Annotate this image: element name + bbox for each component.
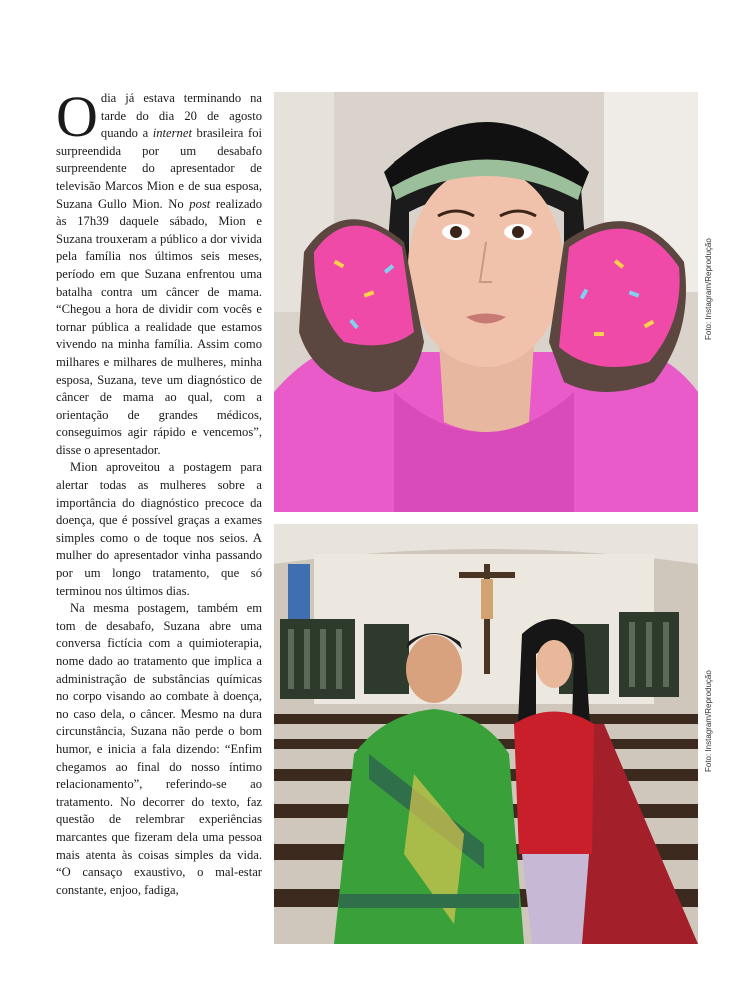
- p1-text-c: realizado às 17h39 daquele sábado, Mion e Suzana trouxeram a público a dor vivida pela família nos últimos seis meses, período em que Suzana enfrentou uma batalha contra um câncer de mama. “Chegou a hora de dividir com vocês e tornar pública a realidade que estamos vivendo na minha família. Assim como milhares e milhares de mulheres, minha esposa, Suzana, teve um diagnóstico de câncer de mama ao qual, com a orientação de grandes médicos, conseguimos agir rápido e vencemos”, disse o apresentador.: [56, 196, 263, 457]
- photo-credit-bottom: Foto: Instagram/Reprodução: [704, 670, 713, 772]
- article-body: [56, 84, 263, 899]
- p1-italic-internet: internet: [152, 126, 192, 141]
- photo-selfie-donut-pillow: [274, 92, 698, 512]
- p1-text-a: dia já estava terminando na tarde do dia 20 de agosto quando a: [100, 91, 262, 141]
- paragraph-1: [56, 84, 263, 459]
- photo-church-couple: [274, 524, 698, 944]
- photo-credit-top: Foto: Instagram/Reprodução: [704, 238, 713, 340]
- p1-text-b: brasileira foi surpreendida por um desabafo surpreendente do apresentador de televisão Marcos Mion e de sua esposa, Suzana Gullo Mion. No: [56, 126, 262, 211]
- paragraph-3: Na mesma postagem, também em tom de desabafo, Suzana abre uma conversa fictícia com a quimioterapia, nome dado ao tratamento que implica a administração de substâncias químicas no corpo visando ao combate à doença, no caso dela, o câncer. Mesmo na dura circunstância, Suzana não perde o bom humor, e inicia a fala dizendo: “Enfim chegamos ao final do nosso íntimo relacionamento”, referindo-se ao tratamento. No decorrer do texto, faz questão de relembrar experiências marcantes que fizeram dela uma pessoa mais atenta às coisas simples da vida. “O cansaço exaustivo, o mal-estar constante, enjoo, fadiga,: [56, 601, 262, 897]
- photo-church-illustration: [274, 524, 698, 944]
- paragraph-2: Mion aproveitou a postagem para alertar todas as mulheres sobre a importância do diagnóstico precoce da doença, que é possível graças a exames simples como o de toque nos seios. A mulher do apresentador vinha passando por um longo tratamento, que só terminou nos últimos dias.: [56, 460, 262, 598]
- p1-italic-post: post: [189, 196, 211, 211]
- photo-selfie-illustration: [274, 92, 698, 512]
- drop-cap: O: [56, 84, 98, 149]
